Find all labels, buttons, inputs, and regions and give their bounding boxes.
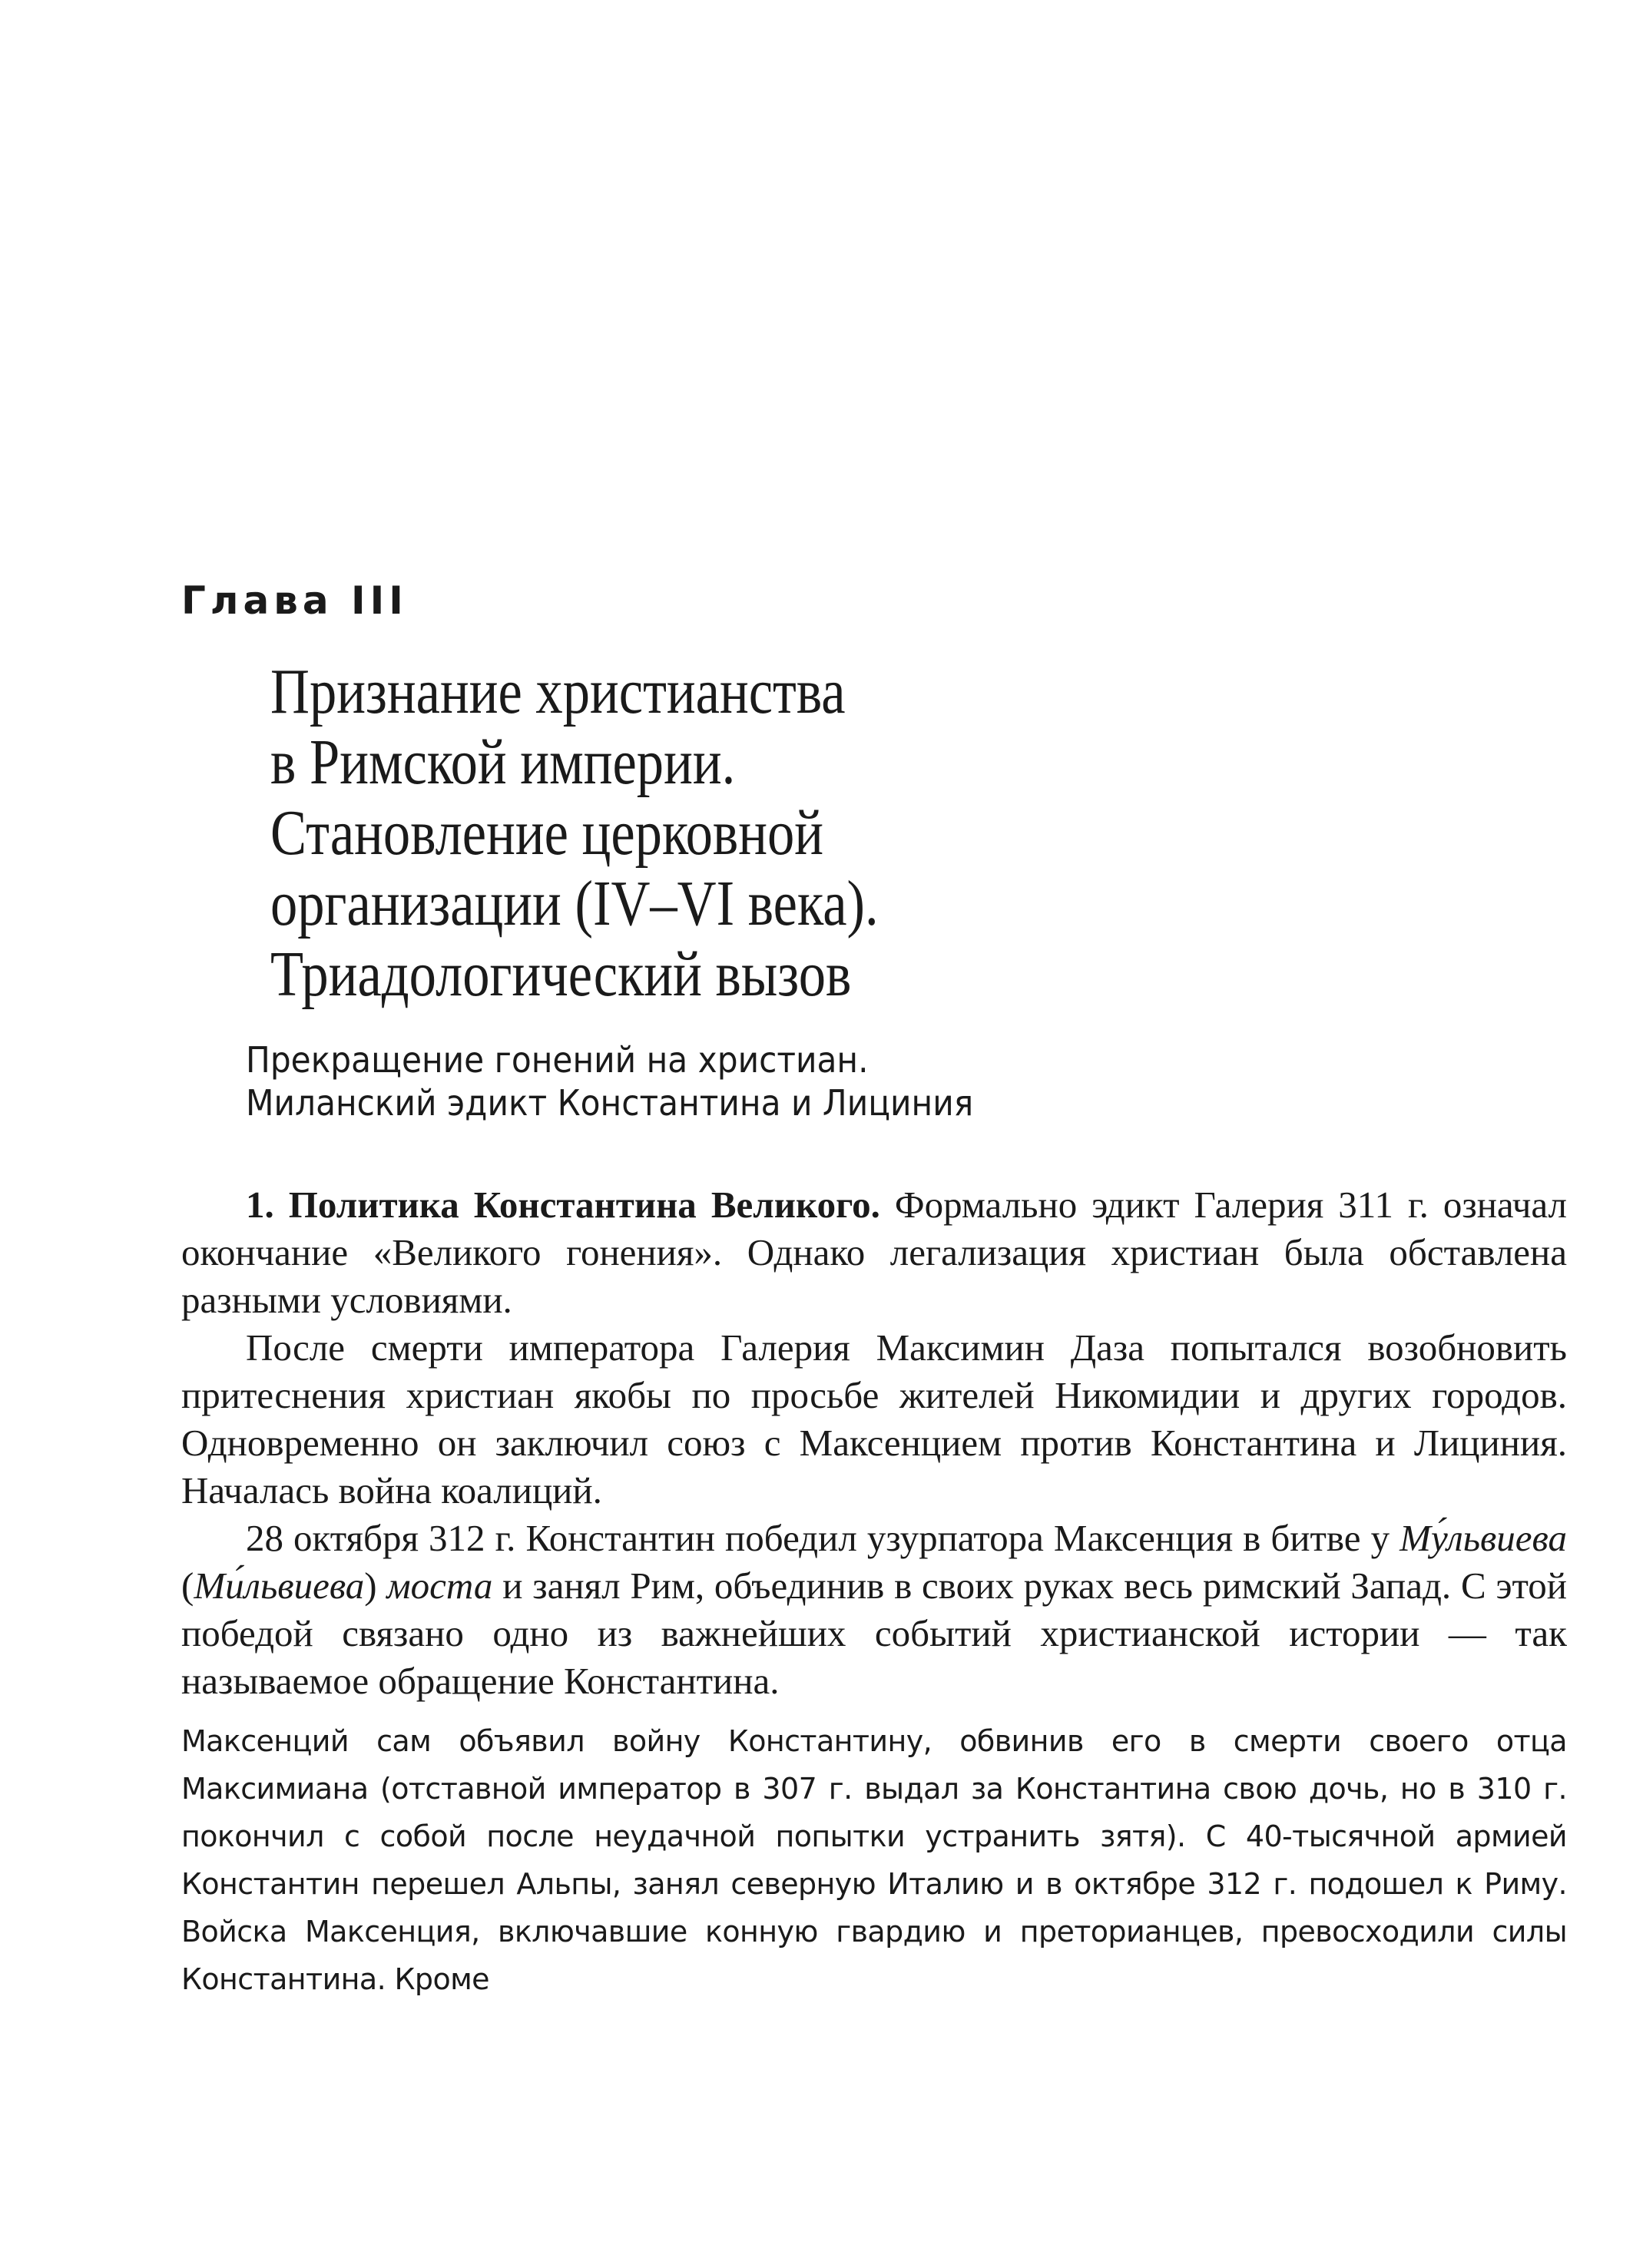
body-text (181, 1181, 1567, 1705)
chapter-title-line: Признание христианства (270, 656, 846, 727)
paragraph-1 (181, 1181, 1567, 1324)
section-title-line: Миланский эдикт Константина и Лициния (246, 1082, 974, 1124)
paragraph-text: Формально эдикт Галерия 311 г. означал окончание «Великого гонения». Однако легализация христиан была обставлена разными условиями. (181, 1184, 1567, 1321)
paragraph-2: После смерти императора Галерия Максимин Даза попытался возобновить притеснения христиан якобы по просьбе жителей Никомидии и других городов. Одновременно он заключил союз с Максенцием против Константина и Лициния. Началась война коалиций. (181, 1326, 1567, 1511)
paragraph-3 (181, 1515, 1567, 1705)
chapter-title-line: в Римской империи. (270, 727, 736, 798)
paragraph-text: 28 октября 312 г. Константин победил узурпатора Максенция в битве у (246, 1517, 1400, 1559)
section-title (246, 1038, 1306, 1124)
footnote-block (181, 1717, 1567, 2003)
chapter-title-line: Триадологический вызов (270, 939, 852, 1010)
paragraph-heading: 1. Политика Константина Великого. (246, 1184, 880, 1226)
footnote-text: Максенций сам объявил войну Константину, обвинив его в смерти своего отца Максимиана (отставной император в 307 г. выдал за Константина свою дочь, но в 310 г. покончил с собой после неудачной попытки устранить зятя). С 40-тысячной армией Константин перешел Альпы, занял северную Италию и в октябре 312 г. подошел к Риму. Войска Максенция, включавшие конную гвардию и преторианцев, превосходили силы Константина. Кроме (181, 1724, 1567, 1996)
italic-term: моста (386, 1564, 493, 1607)
chapter-title-line: организации (IV–VI века). (270, 868, 879, 939)
paragraph-text: ) (364, 1564, 387, 1607)
paragraph-text: ( (181, 1564, 194, 1607)
chapter-title-line: Становление церковной (270, 797, 824, 869)
italic-term: Му́львиева (1399, 1517, 1567, 1559)
chapter-title (270, 657, 1238, 1010)
paragraph-text: и занял Рим, объединив в своих руках весь римский Запад. С этой победой связано одно из важнейших событий христианской истории — так называемое обращение Константина. (181, 1564, 1567, 1702)
chapter-label: Глава III (181, 578, 408, 623)
section-title-line: Прекращение гонений на христиан. (246, 1039, 869, 1081)
italic-term: Ми́львиева (194, 1564, 365, 1607)
